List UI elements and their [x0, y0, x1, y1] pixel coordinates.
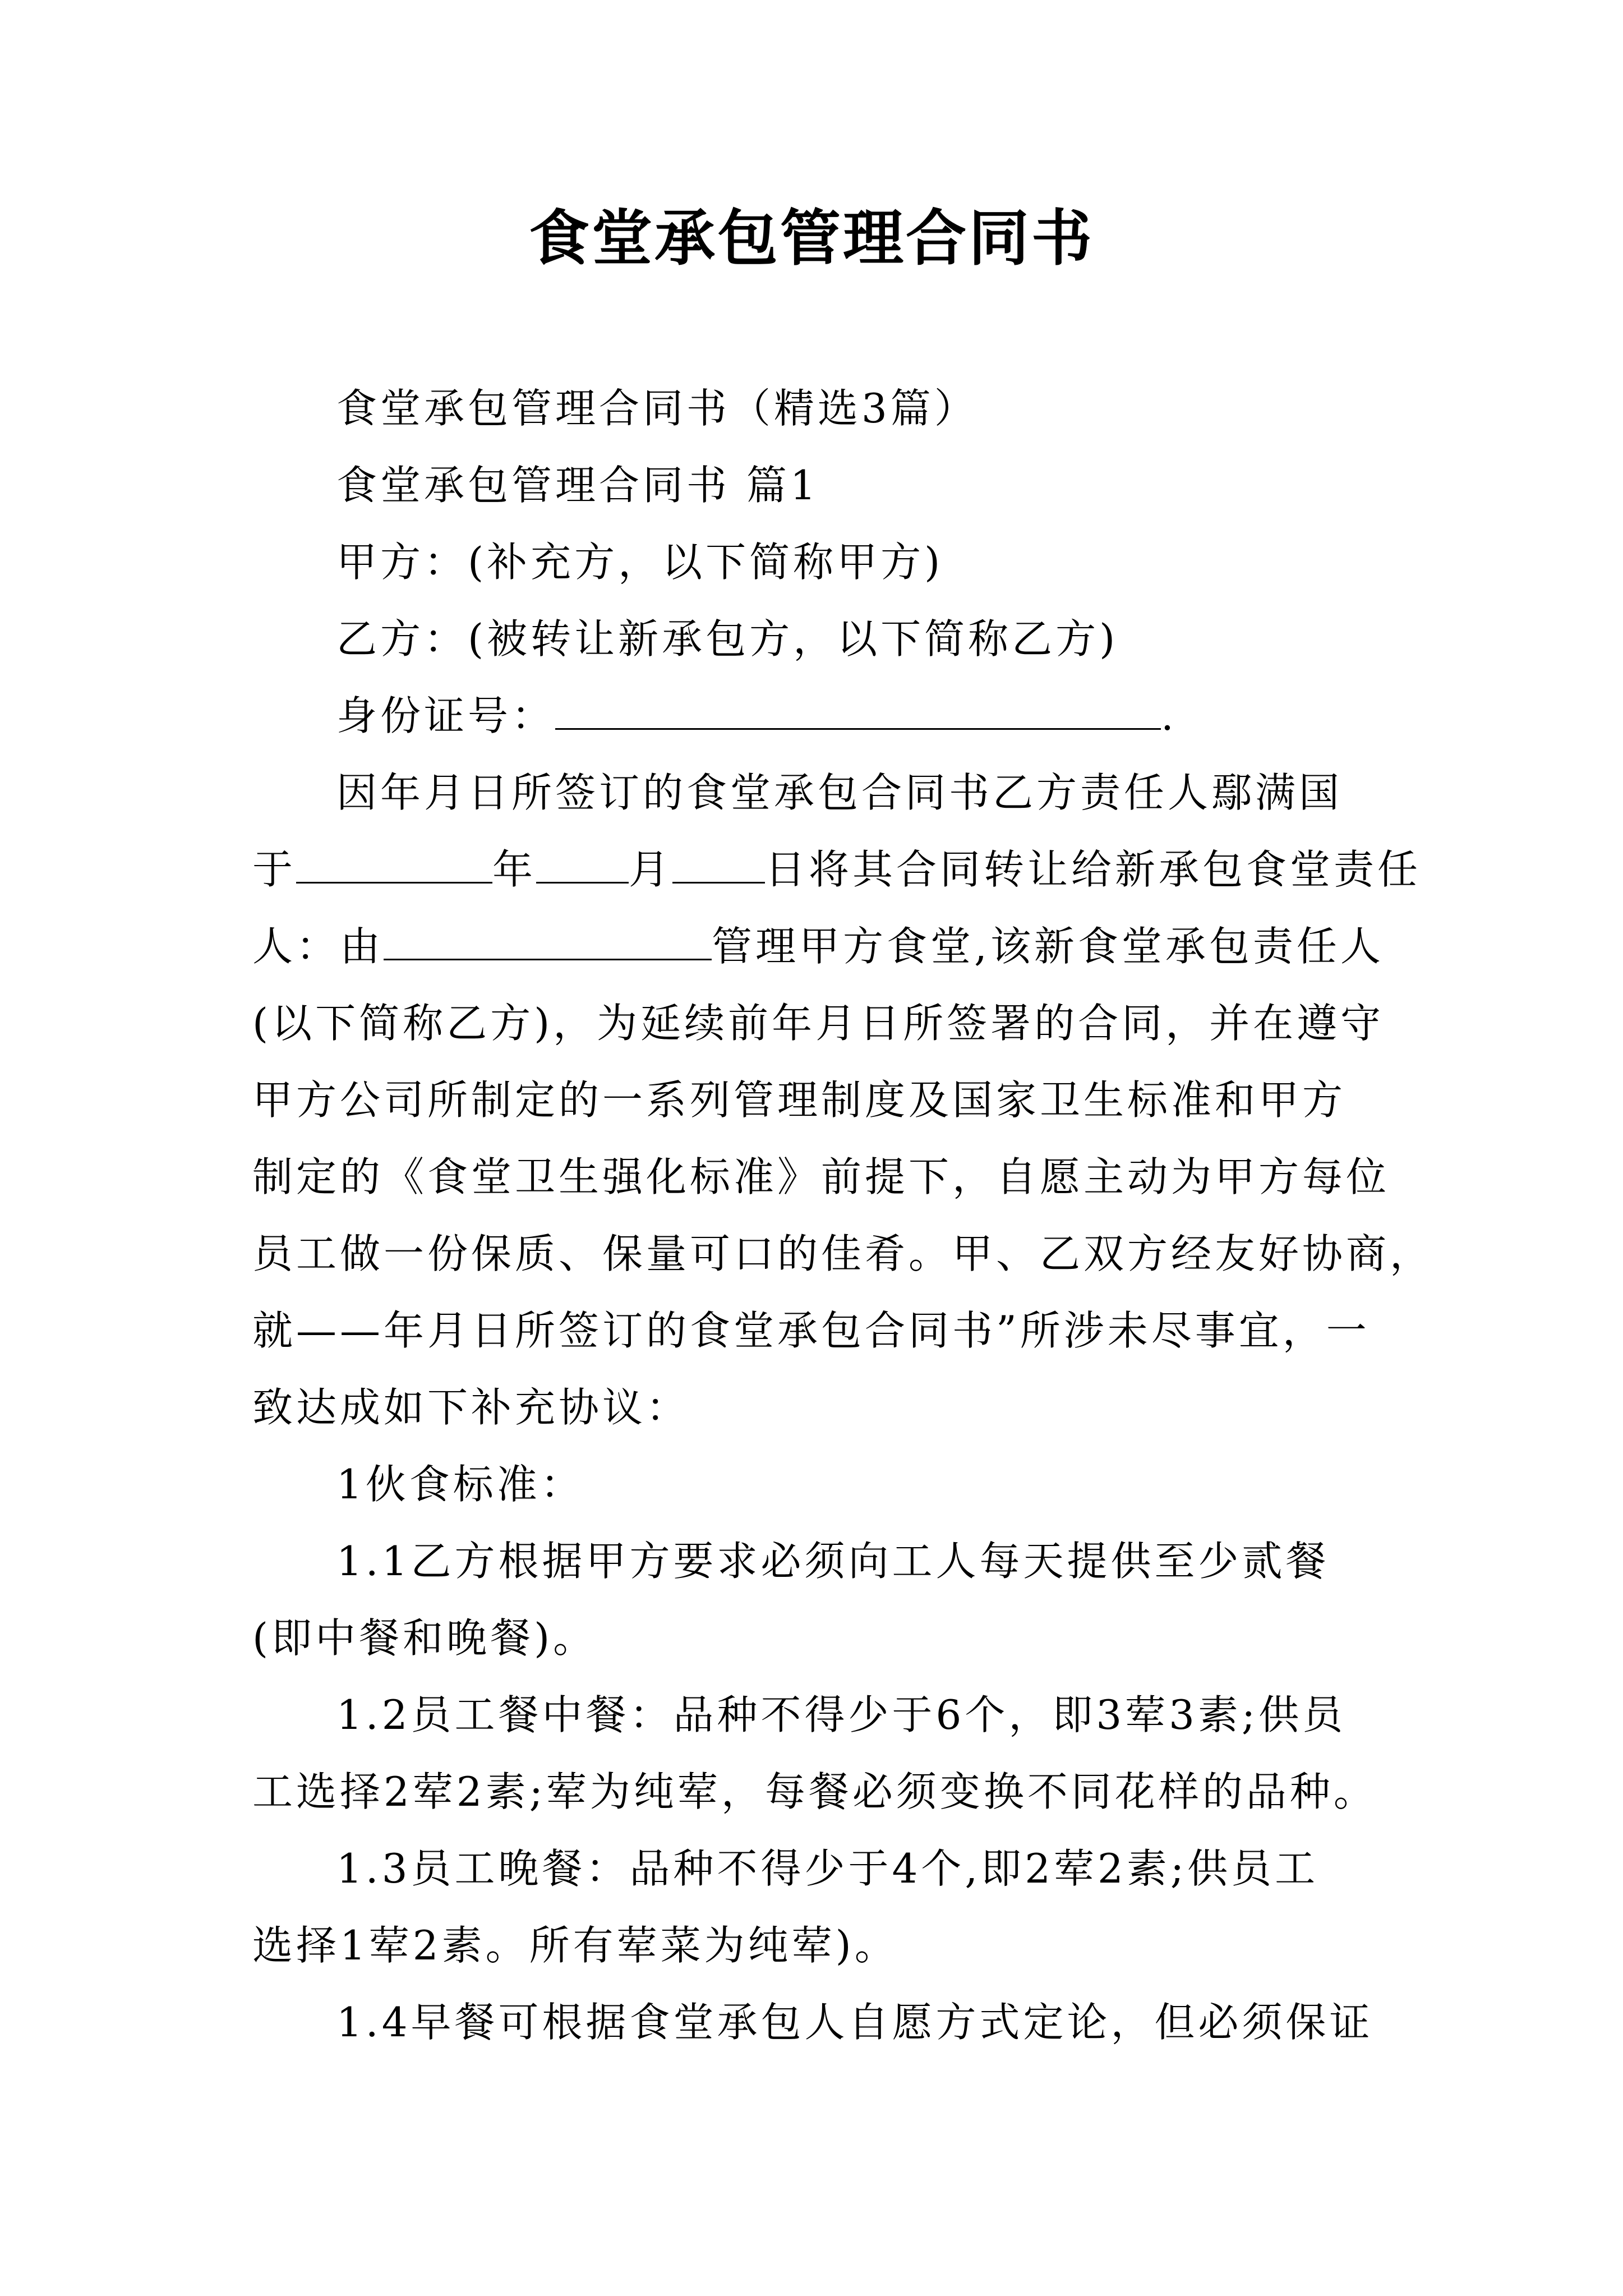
text-segment: 年 — [492, 846, 537, 893]
paragraph-line: 工选择2荤2素;荤为纯荤，每餐必须变换不同花样的品种。 — [252, 1768, 1377, 1815]
text-segment: 月 — [629, 846, 673, 893]
document-title: 食堂承包管理合同书 — [528, 203, 1094, 274]
year-blank — [296, 848, 492, 884]
paragraph-line: 食堂承包管理合同书（精选3篇） — [336, 385, 978, 432]
paragraph-line: 制定的《食堂卫生强化标准》前提下，自愿主动为甲方每位 — [252, 1153, 1390, 1200]
paragraph-line: 选择1荤2素。所有荤菜为纯荤)。 — [252, 1922, 898, 1969]
id-number-label: 身份证号： — [336, 692, 556, 739]
paragraph-line: 甲方：(补充方，以下简称甲方) — [336, 539, 944, 586]
paragraph-line: 1.2员工餐中餐：品种不得少于6个，即3荤3素;供员 — [336, 1691, 1347, 1738]
paragraph-line: 甲方公司所制定的一系列管理制度及国家卫生标准和甲方 — [252, 1076, 1347, 1124]
paragraph-line: (即中餐和晚餐)。 — [252, 1614, 597, 1662]
paragraph-line: 因年月日所签订的食堂承包合同书乙方责任人鄢满国 — [336, 769, 1343, 816]
paragraph-line: 1.4早餐可根据食堂承包人自愿方式定论，但必须保证 — [336, 1999, 1373, 2046]
paragraph-line: 就——年月日所签订的食堂承包合同书”所涉未尽事宜，一 — [252, 1307, 1370, 1354]
id-number-blank — [555, 694, 1161, 730]
id-number-period: . — [1161, 692, 1177, 739]
section-heading: 1伙食标准： — [336, 1461, 584, 1508]
paragraph-line: 员工做一份保质、保量可口的佳肴。甲、乙双方经友好协商， — [252, 1230, 1434, 1277]
date-line — [252, 831, 1422, 908]
manager-name-blank — [384, 925, 712, 960]
month-blank — [536, 848, 629, 884]
paragraph-line: 致达成如下补充协议： — [252, 1384, 690, 1431]
paragraph-line: 食堂承包管理合同书 篇1 — [336, 462, 819, 509]
manager-line — [252, 908, 1391, 985]
text-segment: 管理甲方食堂,该新食堂承包责任人 — [712, 923, 1384, 970]
document-body — [252, 370, 1434, 2061]
id-number-line — [252, 678, 1391, 754]
text-segment: 于 — [252, 846, 297, 893]
text-segment: 人：由 — [252, 923, 384, 970]
paragraph-line: 1.1乙方根据甲方要求必须向工人每天提供至少贰餐 — [336, 1538, 1330, 1585]
paragraph-line: 1.3员工晚餐：品种不得少于4个,即2荤2素;供员工 — [336, 1845, 1319, 1892]
paragraph-line: 乙方：(被转让新承包方，以下简称乙方) — [336, 615, 1119, 662]
day-blank — [672, 848, 765, 884]
paragraph-line: (以下简称乙方)，为延续前年月日所签署的合同，并在遵守 — [252, 1000, 1385, 1047]
text-segment: 日将其合同转让给新承包食堂责任 — [765, 846, 1422, 893]
